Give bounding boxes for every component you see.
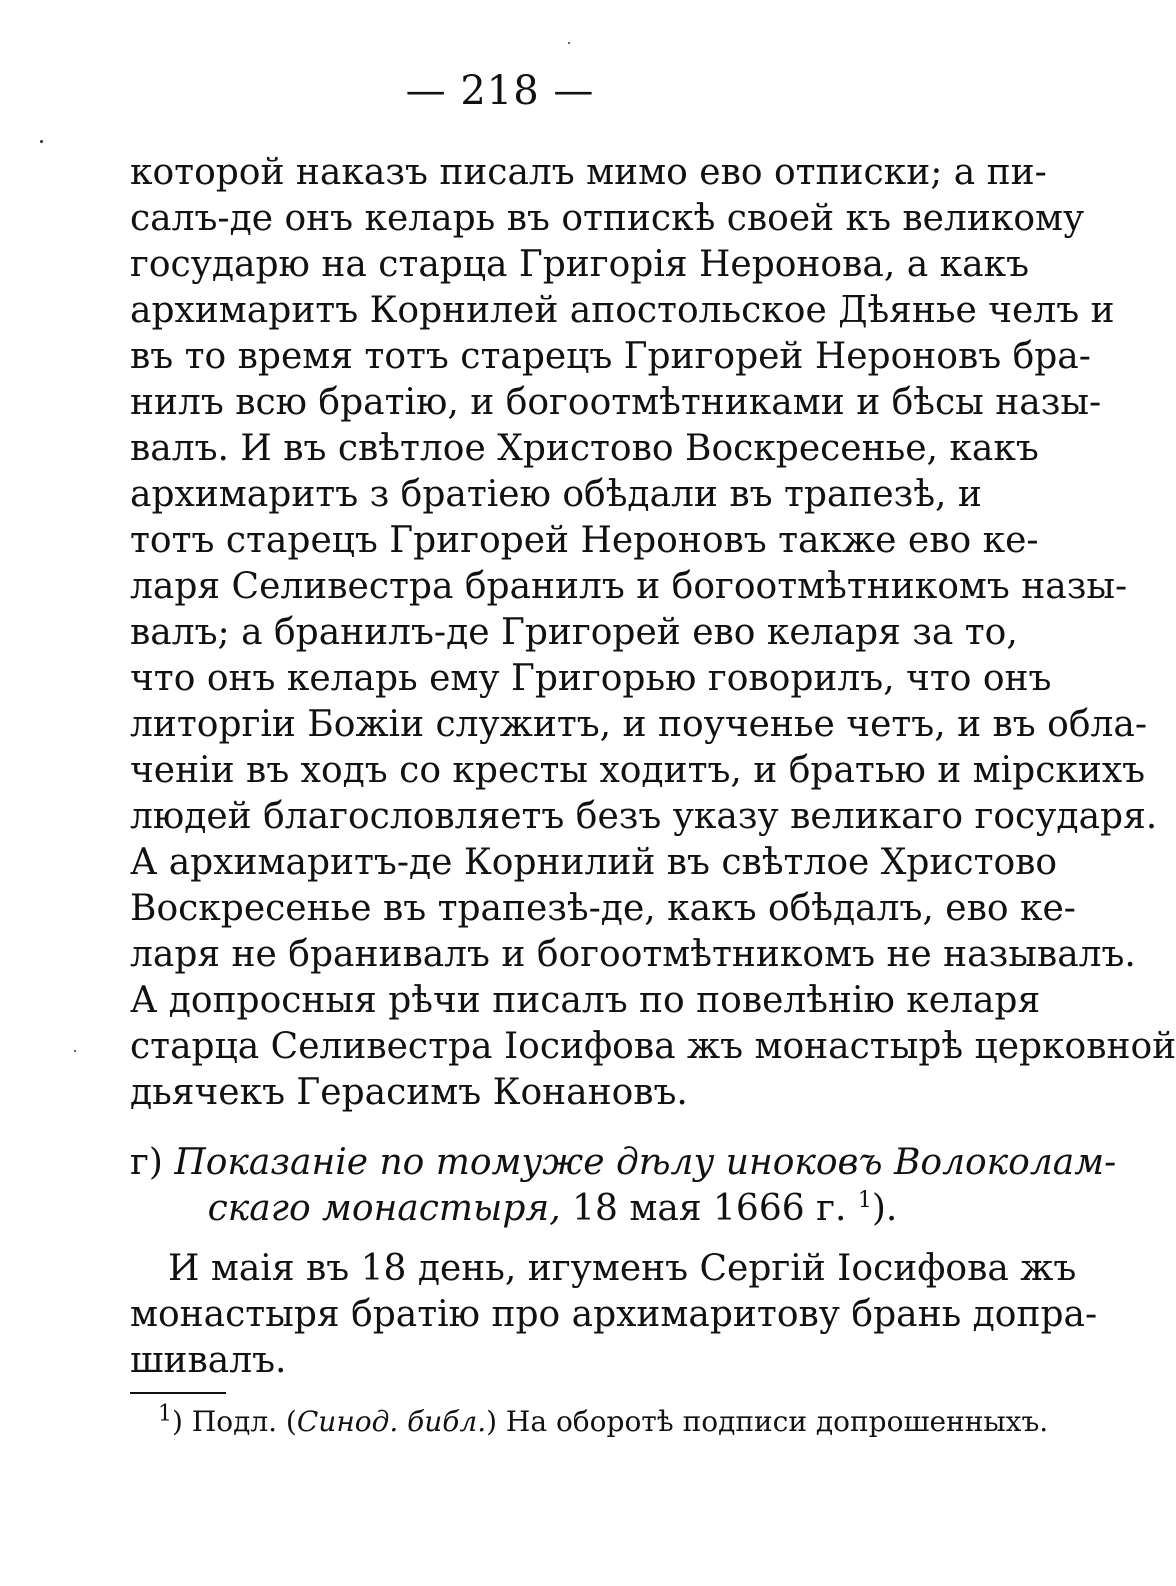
text-line: А допросныя рѣчи писалъ по повелѣнію келаря [130, 980, 1041, 1021]
text-line: въ то время тотъ старецъ Григорей Нероновъ бра- [130, 336, 1091, 377]
text-line: салъ-де онъ келарь въ отпискѣ своей къ великому [130, 198, 1085, 239]
text-line: дьячекъ Герасимъ Конановъ. [130, 1072, 688, 1113]
section-date: 18 мая 1666 г. [572, 1188, 847, 1229]
section-marker: г) [130, 1142, 163, 1183]
text-line: что онъ келарь ему Григорью говорилъ, что онъ [130, 658, 1052, 699]
text-line: А архимаритъ-де Корнилий въ свѣтлое Христово [130, 842, 1058, 883]
text-line: монастыря братію про архимаритову брань допра- [130, 1294, 1098, 1335]
text-line: которой наказъ писалъ мимо ево отписки; а пи- [130, 152, 1047, 193]
section-heading-line [130, 1186, 975, 1232]
footnote-text: ) Подл. ( [172, 1405, 297, 1438]
scan-speck [568, 42, 570, 44]
footnote [158, 1401, 1049, 1442]
section-closing: ). [871, 1188, 898, 1229]
text-line: валъ; а бранилъ-де Григорей ево келаря за то, [130, 612, 1018, 653]
scan-speck [74, 1050, 76, 1052]
text-line: ларя не бранивалъ и богоотмѣтникомъ не называлъ. [130, 934, 1136, 975]
text-line: шивалъ. [130, 1340, 287, 1381]
second-paragraph [130, 1246, 1098, 1384]
text-line: литоргіи Божіи служитъ, и поученье четъ, и въ обла- [130, 704, 1147, 745]
section-heading-line [130, 1140, 1117, 1186]
text-line: валъ. И въ свѣтлое Христово Воскресенье, какъ [130, 428, 1039, 469]
main-paragraph [130, 150, 1176, 1116]
text-line: государю на старца Григорія Неронова, а какъ [130, 244, 1029, 285]
scan-speck [40, 140, 43, 143]
footnote-text: ) На оборотѣ подписи допрошенныхъ. [486, 1405, 1049, 1438]
text-line: людей благословляетъ безъ указу великаго государя. [130, 796, 1158, 837]
text-line: ларя Селивестра бранилъ и богоотмѣтникомъ назы- [130, 566, 1128, 607]
text-line: тотъ старецъ Григорей Нероновъ также ево ке- [130, 520, 1039, 561]
text-line: архимаритъ Корнилей апостольское Дѣянье челъ и [130, 290, 1115, 331]
section-title-italic: Показаніе по томуже дѣлу иноковъ Волоколам- [174, 1142, 1117, 1183]
text-line: нилъ всю братію, и богоотмѣтниками и бѣсы назы- [130, 382, 1102, 423]
footnote-number: 1 [158, 1401, 172, 1427]
text-line: Воскресенье въ трапезѣ-де, какъ обѣдалъ, ево ке- [130, 888, 1076, 929]
text-line: ченіи въ ходъ со кресты ходитъ, и братью и мірскихъ [130, 750, 1146, 791]
footnote-divider [130, 1392, 226, 1394]
footnote-source: Синод. библ. [296, 1405, 487, 1438]
footnote-reference[interactable]: 1 [857, 1188, 872, 1213]
section-heading [130, 1140, 1117, 1232]
text-line: архимаритъ з братіею обѣдали въ трапезѣ, и [130, 474, 982, 515]
page-number: — 218 — [405, 68, 595, 114]
text-line: И маія въ 18 день, игуменъ Сергій Іосифова жъ [168, 1248, 1077, 1289]
text-line: старца Селивестра Іосифова жъ монастырѣ церковной [130, 1026, 1176, 1067]
section-title-italic: скаго монастыря, [207, 1188, 561, 1229]
